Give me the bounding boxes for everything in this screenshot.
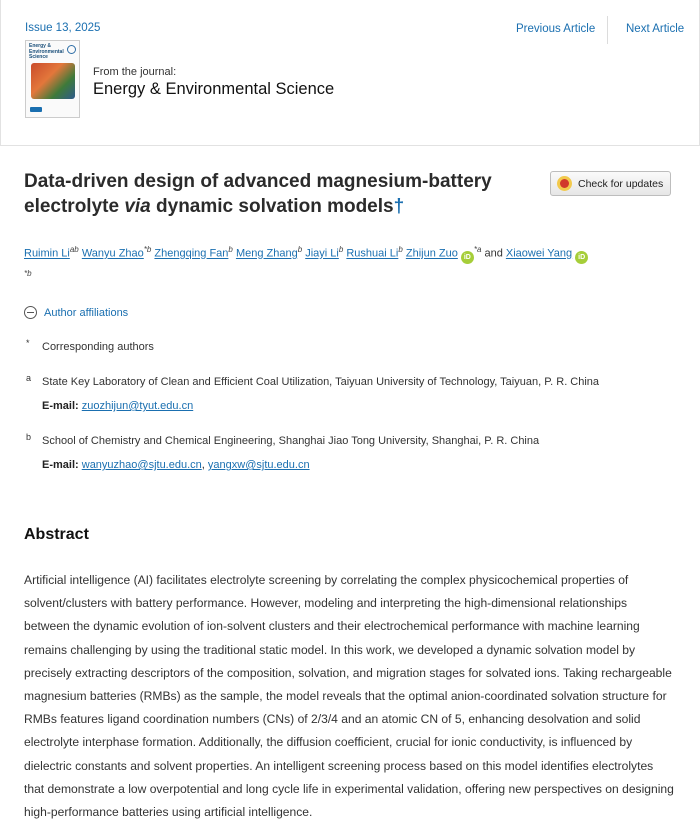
corresponding-mark: *: [26, 338, 30, 348]
next-article-link[interactable]: Next Article: [626, 23, 685, 35]
cover-artwork: [31, 63, 75, 99]
nav-divider: [607, 16, 608, 44]
journal-cover-image[interactable]: [25, 40, 80, 118]
article-title: Data-driven design of advanced magnesium-battery electrolyte via dynamic solvation models†: [24, 171, 492, 217]
author-link[interactable]: Zhijun Zuo: [405, 247, 458, 260]
author-affiliation-sup: *a: [473, 245, 482, 254]
author-link[interactable]: Ruimin Li: [24, 247, 70, 260]
previous-article-link[interactable]: Previous Article: [516, 23, 596, 35]
author-link[interactable]: Wanyu Zhao: [81, 247, 144, 260]
collapse-circle-icon: [24, 306, 37, 319]
email-label: E-mail:: [42, 459, 79, 471]
crossmark-icon: [557, 176, 572, 191]
supplementary-dagger[interactable]: †: [393, 196, 405, 217]
email-separator: ,: [201, 459, 205, 471]
cover-ring-icon: [67, 45, 76, 54]
corresponding-text: Corresponding authors: [42, 341, 154, 353]
author-link[interactable]: Rushuai Li: [346, 247, 399, 260]
affiliation-mark: b: [26, 432, 32, 442]
from-journal-label: From the journal:: [93, 66, 177, 78]
email-link[interactable]: yangxw@sjtu.edu.cn: [207, 459, 310, 471]
affiliation-text: School of Chemistry and Chemical Engineering, Shanghai Jiao Tong University, Shanghai, P. R. China: [42, 435, 540, 447]
author-affiliation-sup: ab: [69, 245, 79, 254]
author-affiliation-sup: *b: [143, 245, 152, 254]
affiliation-a-email: [42, 400, 193, 412]
orcid-icon[interactable]: iD: [575, 251, 588, 264]
orcid-icon[interactable]: iD: [461, 251, 474, 264]
abstract-heading: Abstract: [24, 526, 89, 543]
check-for-updates-label: Check for updates: [578, 177, 664, 190]
author-affiliation-sup: b: [398, 245, 403, 254]
author-affiliations-toggle[interactable]: [24, 306, 128, 319]
check-for-updates-button[interactable]: [550, 171, 671, 196]
and-word: and: [484, 247, 503, 260]
author-affiliation-sup: b: [297, 245, 303, 254]
abstract-text: Artificial intelligence (AI) facilitates electrolyte screening by correlating the complex physicochemical properties of solvent/clusters with battery performance. However, modeling and interpreting the high-dimensional relationships between the dynamic evolution of ion-solvent clusters and their electrochemical performance with machine learning remains challenging by using the traditional static model. In this work, we developed a dynamic solvation model by precisely extracting descriptors of the composition, solvation, and migration stages for solvated ions. Taking rechargeable magnesium batteries (RMBs) as the sample, the model reveals that the optimal anion-coordinated solvation structure for RMBs features ligand coordination numbers (CNs) of 2/3/4 and an atomic CN of 5, enhancing desolvation and solid electrolyte interphase formation. Additionally, the diffusion coefficient, crucial for ionic conductivity, is influenced by dielectric constants and solvent properties. An intelligent screening process based on this model identifies electrolytes that demonstrate a low overpotential and long cycle life in experimental validation, offering new perspectives on designing high-performance batteries using artificial intelligence.: [24, 573, 674, 820]
author-affiliation-sup: b: [338, 245, 344, 254]
author-affiliation-sup: b: [228, 245, 233, 254]
email-label: E-mail:: [42, 400, 79, 412]
affiliation-b-email: [42, 459, 310, 471]
affiliation-mark: a: [26, 373, 32, 383]
author-link[interactable]: Meng Zhang: [235, 247, 298, 260]
publisher-logo-icon: [30, 107, 42, 112]
journal-name[interactable]: Energy & Environmental Science: [93, 80, 335, 98]
author-link[interactable]: Xiaowei Yang: [505, 247, 573, 260]
issue-link[interactable]: Issue 13, 2025: [25, 22, 101, 34]
author-link[interactable]: Zhengqing Fan: [154, 247, 229, 260]
email-link[interactable]: zuozhijun@tyut.edu.cn: [81, 400, 194, 412]
author-list: [24, 240, 674, 287]
email-link[interactable]: wanyuzhao@sjtu.edu.cn: [81, 459, 202, 471]
author-affiliation-sup: *b: [24, 268, 32, 278]
author-link[interactable]: Jiayi Li: [305, 247, 339, 260]
author-affiliations-label: Author affiliations: [44, 306, 129, 319]
affiliation-text: State Key Laboratory of Clean and Efficient Coal Utilization, Taiyuan University of Technology, Taiyuan, P. R. China: [42, 376, 600, 388]
cover-title: Energy & Environmental Science: [29, 43, 64, 61]
article-header: [0, 0, 700, 146]
